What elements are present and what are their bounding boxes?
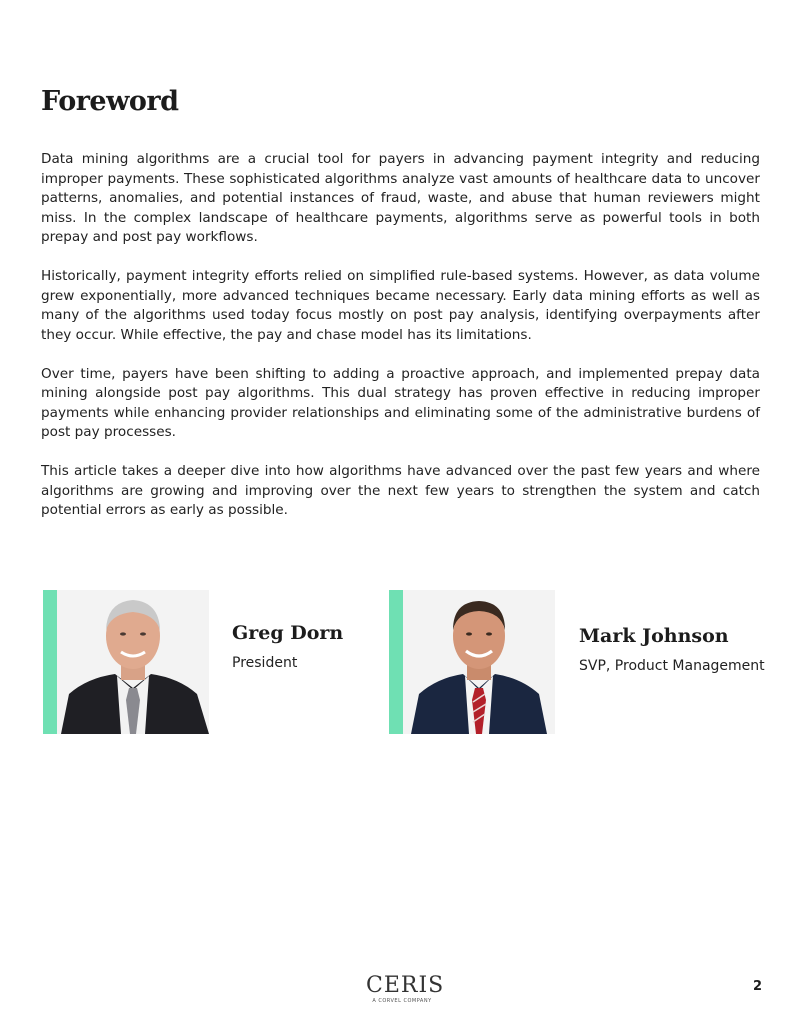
accent-bar <box>389 590 403 734</box>
logo-tagline: A CORVEL COMPANY <box>372 998 432 1004</box>
author-photo <box>403 590 555 734</box>
paragraph: Over time, payers have been shifting to adding a proactive approach, and implemented prepay data mining alongside post pay algorithms. This dual strategy has proven effective in reducing improper payments while enhancing provider relationships and eliminating some of the administrative burdens of post pay processes. <box>41 365 760 440</box>
paragraph: Historically, payment integrity efforts relied on simplified rule-based systems. However, as data volume grew exponentially, more advanced techniques became necessary. Early data mining efforts as well as many of the algorithms used today focus mostly on post pay analysis, identifying overpayments after they occur. While effective, the pay and chase model has its limitations. <box>41 268 760 343</box>
author-photo <box>57 590 209 734</box>
foreword-body <box>41 150 760 540</box>
accent-bar <box>43 590 57 734</box>
logo-wordmark: CERIS <box>366 973 445 998</box>
author-name: Greg Dorn <box>232 622 344 644</box>
paragraph: This article takes a deeper dive into how algorithms have advanced over the past few years and where algorithms are growing and improving over the next few years to strengthen the system and catch potential errors as early as possible. <box>41 463 760 518</box>
author-title: SVP, Product Management <box>579 658 765 674</box>
author-name: Mark Johnson <box>579 625 729 647</box>
page-title: Foreword <box>41 86 179 117</box>
ceris-logo <box>366 973 445 1004</box>
author-title: President <box>232 655 298 671</box>
page-number: 2 <box>752 979 762 994</box>
paragraph: Data mining algorithms are a crucial tool for payers in advancing payment integrity and reducing improper payments. These sophisticated algorithms analyze vast amounts of healthcare data to uncover patterns, anomalies, and potential instances of fraud, waste, and abuse that human reviewers might miss. In the complex landscape of healthcare payments, algorithms serve as powerful tools in both prepay and post pay workflows. <box>41 151 760 245</box>
